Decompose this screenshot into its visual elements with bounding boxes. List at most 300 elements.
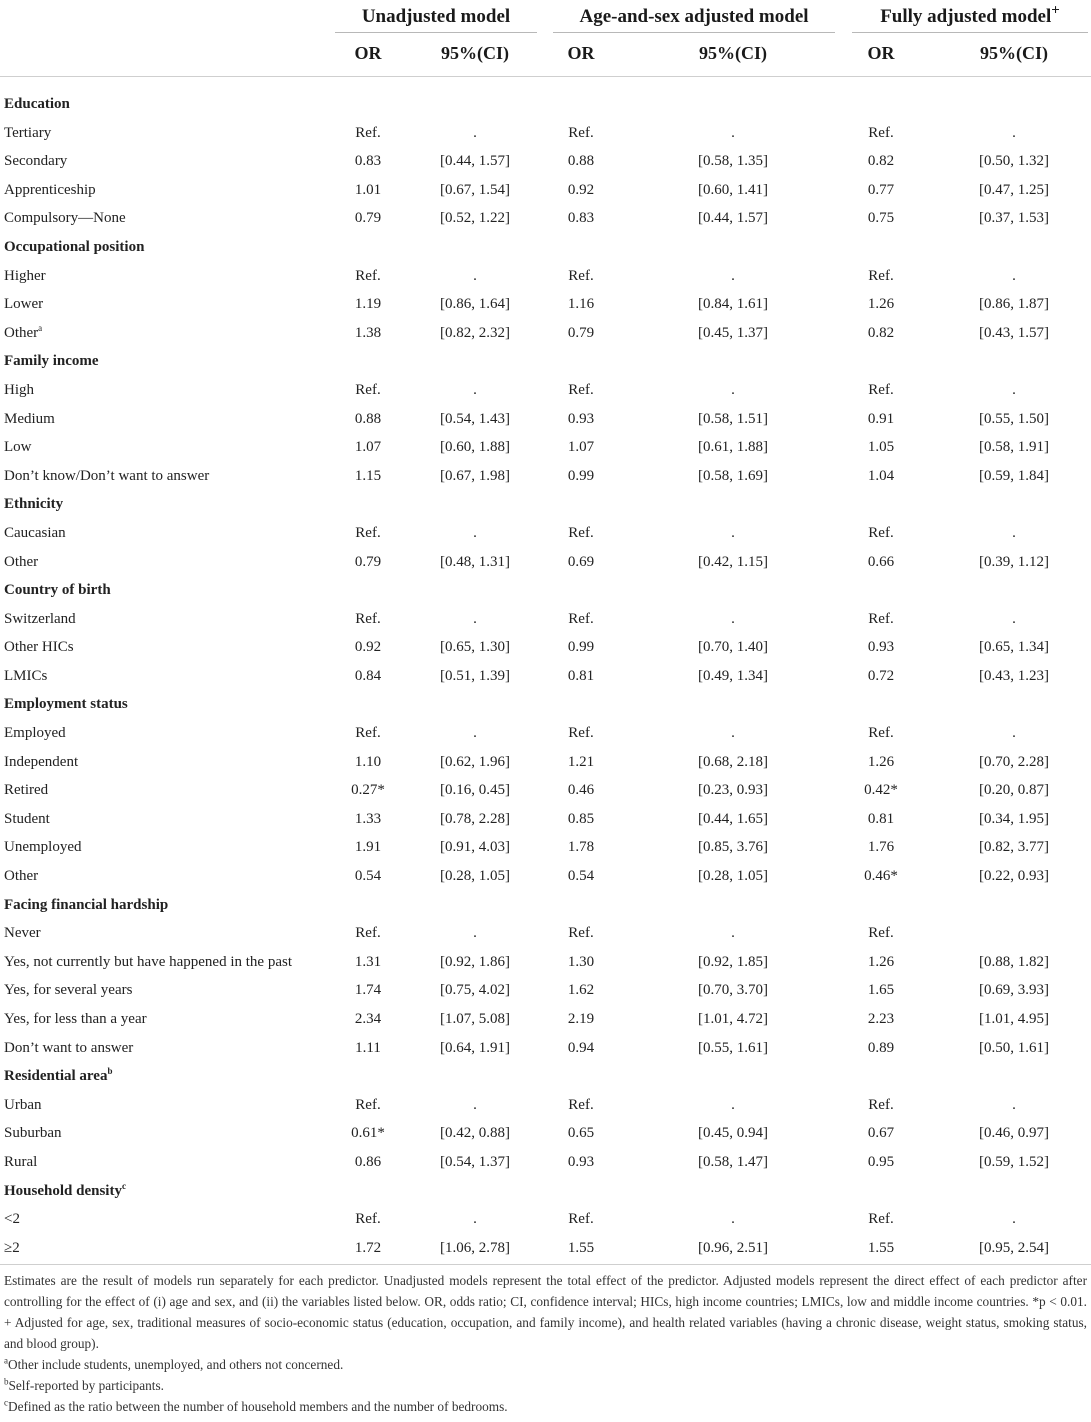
ci-cell: [0.42, 0.88] (440, 1125, 510, 1142)
ci-cell: [0.92, 1.85] (698, 953, 768, 970)
table-row (0, 519, 1091, 548)
or-cell: 0.79 (354, 553, 382, 570)
header-divider (0, 76, 1091, 77)
or-cell: 0.94 (567, 1039, 595, 1056)
row-label-text: Higher (4, 267, 46, 284)
ci-cell: . (473, 381, 477, 398)
or-cell: 1.55 (867, 1239, 895, 1256)
row-label (4, 1205, 20, 1234)
ci-cell: . (731, 524, 735, 541)
ci-cell: [0.55, 1.61] (698, 1039, 768, 1056)
ci-cell: [0.82, 2.32] (440, 324, 510, 341)
or-cell: 1.74 (354, 982, 382, 999)
row-label-text: Urban (4, 1096, 42, 1113)
row-label-text: Medium (4, 410, 55, 427)
row-label-text: ≥2 (4, 1239, 20, 1256)
or-cell: Ref. (355, 610, 381, 627)
or-cell: Ref. (868, 381, 894, 398)
or-cell: 0.82 (867, 324, 895, 341)
row-label (4, 1119, 62, 1148)
row-label-text: Student (4, 810, 50, 827)
ci-cell: [0.62, 1.96] (440, 753, 510, 770)
row-label (4, 433, 32, 462)
table-row (0, 605, 1091, 634)
or-cell: Ref. (355, 1211, 381, 1228)
row-label (4, 548, 38, 577)
row-label (4, 147, 67, 176)
ci-cell: . (473, 124, 477, 141)
note-a-mark: a (4, 1355, 8, 1366)
or-cell: Ref. (355, 725, 381, 742)
ci-cell: . (731, 267, 735, 284)
ci-cell: . (731, 1211, 735, 1228)
or-cell: Ref. (868, 925, 894, 942)
ci-cell: [0.67, 1.98] (440, 467, 510, 484)
group-header-row (0, 490, 1091, 519)
ci-cell: [0.51, 1.39] (440, 667, 510, 684)
ci-cell: [0.96, 2.51] (698, 1239, 768, 1256)
or-cell: 0.66 (867, 553, 895, 570)
table-row (0, 462, 1091, 491)
ci-cell: [0.68, 2.18] (698, 753, 768, 770)
ci-cell: [0.42, 1.15] (698, 553, 768, 570)
ci-cell: [0.88, 1.82] (979, 953, 1049, 970)
table-row (0, 919, 1091, 948)
ci-cell: [0.49, 1.34] (698, 667, 768, 684)
table-row (0, 1034, 1091, 1063)
table-row (0, 1119, 1091, 1148)
group-label (4, 347, 99, 376)
table-body (0, 90, 1091, 1262)
or-cell: 1.31 (354, 953, 382, 970)
row-label-text: Yes, not currently but have happened in the past (4, 953, 292, 970)
ci-cell: [0.70, 1.40] (698, 639, 768, 656)
or-cell: Ref. (868, 725, 894, 742)
table-row (0, 405, 1091, 434)
or-cell: 2.19 (567, 1011, 595, 1027)
row-label-text: Low (4, 439, 32, 456)
or-cell: 1.76 (867, 839, 895, 856)
or-cell: 0.93 (567, 1153, 595, 1170)
ci-cell: [1.01, 4.95] (979, 1011, 1049, 1027)
group-label (4, 1062, 112, 1091)
or-cell: 0.91 (867, 410, 895, 427)
or-cell: 1.16 (567, 296, 595, 313)
ci-cell: [0.28, 1.05] (698, 868, 768, 885)
ci-cell: [0.60, 1.88] (440, 439, 510, 456)
or-cell: Ref. (868, 524, 894, 541)
table-row (0, 262, 1091, 291)
row-label-text: Other HICs (4, 639, 74, 656)
ci-cell: [0.54, 1.43] (440, 410, 510, 427)
or-cell: Ref. (568, 124, 594, 141)
footer-divider (0, 1264, 1091, 1265)
ci-cell: [0.37, 1.53] (979, 210, 1049, 227)
or-cell: Ref. (868, 267, 894, 284)
header-rule-unadjusted (335, 32, 537, 33)
or-cell: 0.83 (354, 153, 382, 170)
ci-cell: . (1012, 725, 1016, 742)
table-row (0, 1234, 1091, 1263)
group-label (4, 90, 70, 119)
ci-cell: [0.46, 0.97] (979, 1125, 1049, 1142)
ci-cell: [0.70, 3.70] (698, 982, 768, 999)
ci-cell: [0.44, 1.65] (698, 810, 768, 827)
subheader-or-3: OR (867, 43, 895, 63)
or-cell: 0.79 (567, 324, 595, 341)
ci-cell: [0.91, 4.03] (440, 839, 510, 856)
note-c (4, 1396, 1087, 1417)
ci-cell: . (1012, 610, 1016, 627)
ci-cell: . (1012, 524, 1016, 541)
group-label (4, 1177, 126, 1206)
subheader-ci-2: 95%(CI) (699, 43, 767, 63)
table-row (0, 319, 1091, 348)
row-label (4, 833, 81, 862)
row-label-text: Facing financial hardship (4, 896, 169, 913)
or-cell: 0.65 (567, 1125, 595, 1142)
or-cell: 1.55 (567, 1239, 595, 1256)
ci-cell: [0.52, 1.22] (440, 210, 510, 227)
or-cell: 0.89 (867, 1039, 895, 1056)
note-b-mark: b (4, 1376, 9, 1387)
ci-cell: . (473, 1211, 477, 1228)
header-age-sex: Age-and-sex adjusted model (579, 6, 809, 27)
or-cell: 0.83 (567, 210, 595, 227)
table-row (0, 633, 1091, 662)
or-cell: 0.81 (567, 667, 595, 684)
row-label (4, 633, 74, 662)
ci-cell: [0.47, 1.25] (979, 181, 1049, 198)
row-label-footnote-mark: c (121, 1180, 126, 1191)
table-row (0, 833, 1091, 862)
row-label (4, 719, 66, 748)
row-label (4, 176, 96, 205)
or-cell: 1.15 (354, 467, 382, 484)
group-header-row (0, 690, 1091, 719)
or-cell: 0.75 (867, 210, 895, 227)
note-b-text: Self-reported by participants. (8, 1378, 164, 1393)
ci-cell: [0.50, 1.32] (979, 153, 1049, 170)
or-cell: Ref. (568, 725, 594, 742)
row-label (4, 1005, 147, 1034)
table-row (0, 805, 1091, 834)
row-label (4, 805, 50, 834)
row-label-text: Residential area (4, 1068, 108, 1085)
or-cell: Ref. (868, 1211, 894, 1228)
or-cell: 0.85 (567, 810, 595, 827)
row-label (4, 376, 34, 405)
ci-cell: [0.64, 1.91] (440, 1039, 510, 1056)
or-cell: 1.33 (354, 810, 382, 827)
row-label (4, 948, 292, 977)
ci-cell: [0.69, 3.93] (979, 982, 1049, 999)
group-header-row (0, 1177, 1091, 1206)
row-label (4, 862, 38, 891)
ci-cell: [0.44, 1.57] (440, 153, 510, 170)
header-fully-mark: + (1051, 2, 1060, 19)
or-cell: 1.01 (354, 181, 382, 198)
row-label (4, 519, 66, 548)
row-label (4, 1034, 133, 1063)
or-cell: 0.81 (867, 810, 895, 827)
or-cell: Ref. (568, 925, 594, 942)
ci-cell: [0.20, 0.87] (979, 782, 1049, 799)
ci-cell: [0.82, 3.77] (979, 839, 1049, 856)
ci-cell: [0.65, 1.34] (979, 639, 1049, 656)
ci-cell: . (473, 524, 477, 541)
group-header-row (0, 891, 1091, 920)
or-cell: 0.54 (354, 868, 382, 885)
row-label (4, 776, 48, 805)
group-label (4, 891, 168, 920)
subheader-ci-1: 95%(CI) (441, 43, 509, 63)
note-a-text: Other include students, unemployed, and others not concerned. (8, 1357, 344, 1372)
ci-cell: . (473, 925, 477, 942)
or-cell: 0.72 (867, 667, 895, 684)
ci-cell: [0.55, 1.50] (979, 410, 1049, 427)
or-cell: Ref. (568, 610, 594, 627)
row-label-text: High (4, 381, 34, 398)
or-cell: 1.72 (354, 1239, 382, 1256)
or-cell: 0.88 (354, 410, 382, 427)
or-cell: 0.79 (354, 210, 382, 227)
row-label-text: Family income (4, 353, 99, 370)
or-cell: 1.04 (867, 467, 895, 484)
or-cell: 0.46* (864, 868, 898, 885)
or-cell: 1.11 (355, 1039, 381, 1056)
or-cell: 1.26 (867, 753, 895, 770)
row-label-text: Employed (4, 725, 66, 742)
or-cell: Ref. (568, 1096, 594, 1113)
or-cell: 1.30 (567, 953, 595, 970)
ci-cell: [0.58, 1.35] (698, 153, 768, 170)
or-cell: 0.92 (567, 181, 595, 198)
row-label-text: Unemployed (4, 839, 82, 856)
or-cell: 0.61* (351, 1125, 385, 1142)
row-label-text: Other (4, 868, 39, 885)
or-cell: 1.65 (867, 982, 895, 999)
group-label (4, 690, 128, 719)
or-cell: 0.82 (867, 153, 895, 170)
row-label-text: Retired (4, 782, 49, 799)
row-label-footnote-mark: a (38, 322, 43, 333)
table-row (0, 1091, 1091, 1120)
or-cell: Ref. (355, 267, 381, 284)
row-label-text: Switzerland (4, 610, 76, 627)
ci-cell: [0.61, 1.88] (698, 439, 768, 456)
note-c-text: Defined as the ratio between the number of household members and the number of bedrooms. (8, 1399, 508, 1414)
or-cell: Ref. (568, 267, 594, 284)
or-cell: 1.91 (354, 839, 382, 856)
ci-cell: . (731, 1096, 735, 1113)
row-label-text: LMICs (4, 667, 48, 684)
table-row (0, 204, 1091, 233)
ci-cell: . (731, 925, 735, 942)
ci-cell: [0.34, 1.95] (979, 810, 1049, 827)
or-cell: 0.69 (567, 553, 595, 570)
ci-cell: [1.01, 4.72] (698, 1011, 768, 1027)
row-label (4, 462, 209, 491)
ci-cell: [0.84, 1.61] (698, 296, 768, 313)
or-cell: 0.93 (867, 639, 895, 656)
table-row (0, 748, 1091, 777)
row-label (4, 976, 132, 1005)
table-row (0, 948, 1091, 977)
ci-cell: . (1012, 267, 1016, 284)
ci-cell: [0.58, 1.47] (698, 1153, 768, 1170)
or-cell: 0.99 (567, 467, 595, 484)
table-row (0, 776, 1091, 805)
row-label-text: Never (4, 925, 41, 942)
or-cell: 0.86 (354, 1153, 382, 1170)
ci-cell: [0.23, 0.93] (698, 782, 768, 799)
or-cell: 1.78 (567, 839, 595, 856)
ci-cell: . (1012, 1211, 1016, 1228)
ci-cell: . (473, 725, 477, 742)
ci-cell: . (731, 124, 735, 141)
or-cell: Ref. (355, 381, 381, 398)
row-label-text: Education (4, 96, 70, 112)
table-row (0, 119, 1091, 148)
row-label-text: Yes, for several years (4, 982, 133, 999)
or-cell: Ref. (868, 610, 894, 627)
ci-cell: [0.45, 1.37] (698, 324, 768, 341)
row-label-text: Independent (4, 753, 79, 770)
ci-cell: [0.54, 1.37] (440, 1153, 510, 1170)
or-cell: 2.34 (354, 1011, 382, 1027)
table-row (0, 1005, 1091, 1034)
or-cell: 0.27* (351, 782, 385, 799)
row-label-text: Rural (4, 1153, 38, 1170)
row-label (4, 290, 43, 319)
ci-cell: . (731, 610, 735, 627)
table-row (0, 862, 1091, 891)
or-cell: 0.99 (567, 639, 595, 656)
row-label-text: Yes, for less than a year (4, 1011, 147, 1027)
row-label-text: Ethnicity (4, 496, 64, 513)
row-label (4, 605, 76, 634)
or-cell: 1.07 (354, 439, 382, 456)
row-label (4, 662, 47, 691)
row-label-text: Don’t want to answer (4, 1039, 134, 1056)
or-cell: Ref. (355, 1096, 381, 1113)
row-label-text: Other (4, 324, 39, 341)
ci-cell: [1.06, 2.78] (440, 1239, 510, 1256)
ci-cell: . (473, 267, 477, 284)
table-row (0, 147, 1091, 176)
row-label-text: Lower (4, 296, 44, 313)
subheader-ci-3: 95%(CI) (980, 43, 1048, 63)
row-label-text: Employment status (4, 696, 128, 713)
group-header-row (0, 233, 1091, 262)
group-header-row (0, 90, 1091, 119)
or-cell: 1.07 (567, 439, 595, 456)
or-cell: Ref. (868, 124, 894, 141)
ci-cell: [0.86, 1.64] (440, 296, 510, 313)
or-cell: 0.42* (864, 782, 898, 799)
row-label-text: Compulsory—None (4, 210, 126, 227)
ci-cell: [0.45, 0.94] (698, 1125, 768, 1142)
or-cell: 1.38 (354, 324, 382, 341)
or-cell: 0.92 (354, 639, 382, 656)
ci-cell: . (1012, 381, 1016, 398)
ci-cell: [0.16, 0.45] (440, 782, 510, 799)
ci-cell: [0.86, 1.87] (979, 296, 1049, 313)
group-header-row (0, 576, 1091, 605)
header-rule-fully (852, 32, 1088, 33)
or-cell: 0.95 (867, 1153, 895, 1170)
or-cell: Ref. (568, 524, 594, 541)
ci-cell: . (1012, 1096, 1016, 1113)
note-c-mark: c (4, 1397, 8, 1408)
ci-cell: [0.22, 0.93] (979, 868, 1049, 885)
table-row (0, 1205, 1091, 1234)
row-label (4, 1091, 42, 1120)
row-label (4, 405, 55, 434)
ci-cell: [0.58, 1.51] (698, 410, 768, 427)
row-label (4, 204, 126, 233)
or-cell: 0.77 (867, 181, 895, 198)
ci-cell: [0.67, 1.54] (440, 181, 510, 198)
or-cell: 2.23 (867, 1011, 895, 1027)
ci-cell: [0.28, 1.05] (440, 868, 510, 885)
ci-cell: [0.59, 1.84] (979, 467, 1049, 484)
header-fully-adjusted (852, 4, 1088, 30)
or-cell: Ref. (568, 1211, 594, 1228)
or-cell: Ref. (355, 124, 381, 141)
ci-cell: [0.65, 1.30] (440, 639, 510, 656)
row-label (4, 748, 78, 777)
row-label (4, 119, 51, 148)
row-label-text: Secondary (4, 153, 68, 170)
ci-cell: [0.43, 1.57] (979, 324, 1049, 341)
subheader-or-1: OR (354, 43, 382, 63)
or-cell: 0.84 (354, 667, 382, 684)
or-cell: 0.67 (867, 1125, 895, 1142)
ci-cell: . (473, 610, 477, 627)
or-cell: Ref. (355, 925, 381, 942)
ci-cell: [0.60, 1.41] (698, 181, 768, 198)
group-label (4, 490, 63, 519)
ci-cell: [0.50, 1.61] (979, 1039, 1049, 1056)
ci-cell: [0.75, 4.02] (440, 982, 510, 999)
ci-cell: [0.44, 1.57] (698, 210, 768, 227)
table-row (0, 662, 1091, 691)
or-cell: 0.88 (567, 153, 595, 170)
or-cell: Ref. (568, 381, 594, 398)
row-label (4, 1234, 20, 1263)
row-label-text: Apprenticeship (4, 181, 96, 198)
row-label (4, 1148, 37, 1177)
ci-cell: . (731, 381, 735, 398)
table-row (0, 976, 1091, 1005)
or-cell: 1.10 (354, 753, 382, 770)
ci-cell: [0.43, 1.23] (979, 667, 1049, 684)
row-label-text: Household density (4, 1182, 122, 1199)
row-label-text: Caucasian (4, 524, 66, 541)
header-fully-label: Fully adjusted model (880, 6, 1052, 27)
row-label-footnote-mark: b (107, 1066, 113, 1077)
ci-cell: . (473, 1096, 477, 1113)
ci-cell: [0.95, 2.54] (979, 1239, 1049, 1256)
ci-cell: [0.85, 3.76] (698, 839, 768, 856)
or-cell: 1.05 (867, 439, 895, 456)
or-cell: 1.19 (354, 296, 382, 313)
or-cell: Ref. (868, 1096, 894, 1113)
or-cell: 1.26 (867, 953, 895, 970)
note-a (4, 1354, 1087, 1375)
